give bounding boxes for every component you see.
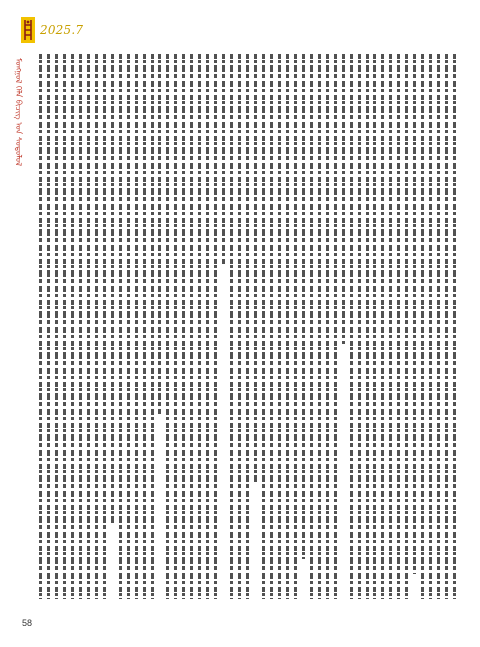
text-column [54, 54, 59, 599]
text-column [165, 54, 170, 599]
journal-logo [21, 17, 35, 43]
text-column [357, 54, 362, 599]
text-column [396, 54, 401, 599]
section-title: ᠮᠣᠩᠭᠣᠯ ᠬᠡᠯᠡ ᠪᠢᠴᠢᠭ᠌ ᠤᠨ ᠰᠤᠳᠤᠯᠤᠯ [14, 58, 23, 167]
text-column [173, 54, 178, 599]
text-column [436, 54, 441, 599]
text-column [70, 54, 75, 599]
text-column [452, 54, 457, 599]
text-column [404, 54, 409, 599]
text-column [341, 54, 346, 599]
text-column [245, 54, 250, 599]
text-column [229, 54, 234, 599]
text-column [237, 54, 242, 599]
text-column [277, 54, 282, 599]
text-column [261, 54, 266, 599]
text-column [221, 54, 226, 599]
text-column [444, 54, 449, 599]
text-column [333, 54, 338, 599]
text-column [181, 54, 186, 599]
text-column [428, 54, 433, 599]
text-column [134, 54, 139, 599]
text-column [309, 54, 314, 599]
text-column [372, 54, 377, 599]
text-column [380, 54, 385, 599]
page-number: 58 [22, 618, 33, 628]
text-column [317, 54, 322, 599]
text-column [301, 54, 306, 599]
text-column [325, 54, 330, 599]
text-column [86, 54, 91, 599]
text-column [126, 54, 131, 599]
text-column [62, 54, 67, 599]
text-column [157, 54, 162, 599]
text-column [197, 54, 202, 599]
text-column [412, 54, 417, 599]
text-column [205, 54, 210, 599]
text-column [38, 54, 43, 599]
issue-year: 2025.7 [40, 23, 84, 37]
text-column [150, 54, 155, 599]
text-column [94, 54, 99, 599]
text-column [142, 54, 147, 599]
text-column [293, 54, 298, 599]
article-body [38, 54, 460, 599]
text-column [365, 54, 370, 599]
text-column [420, 54, 425, 599]
text-column [102, 54, 107, 599]
text-column [349, 54, 354, 599]
text-column [285, 54, 290, 599]
text-column [189, 54, 194, 599]
text-column [118, 54, 123, 599]
text-column [388, 54, 393, 599]
text-column [110, 54, 115, 599]
text-column [46, 54, 51, 599]
text-column [253, 54, 258, 599]
text-column [213, 54, 218, 599]
text-column [269, 54, 274, 599]
text-column [78, 54, 83, 599]
